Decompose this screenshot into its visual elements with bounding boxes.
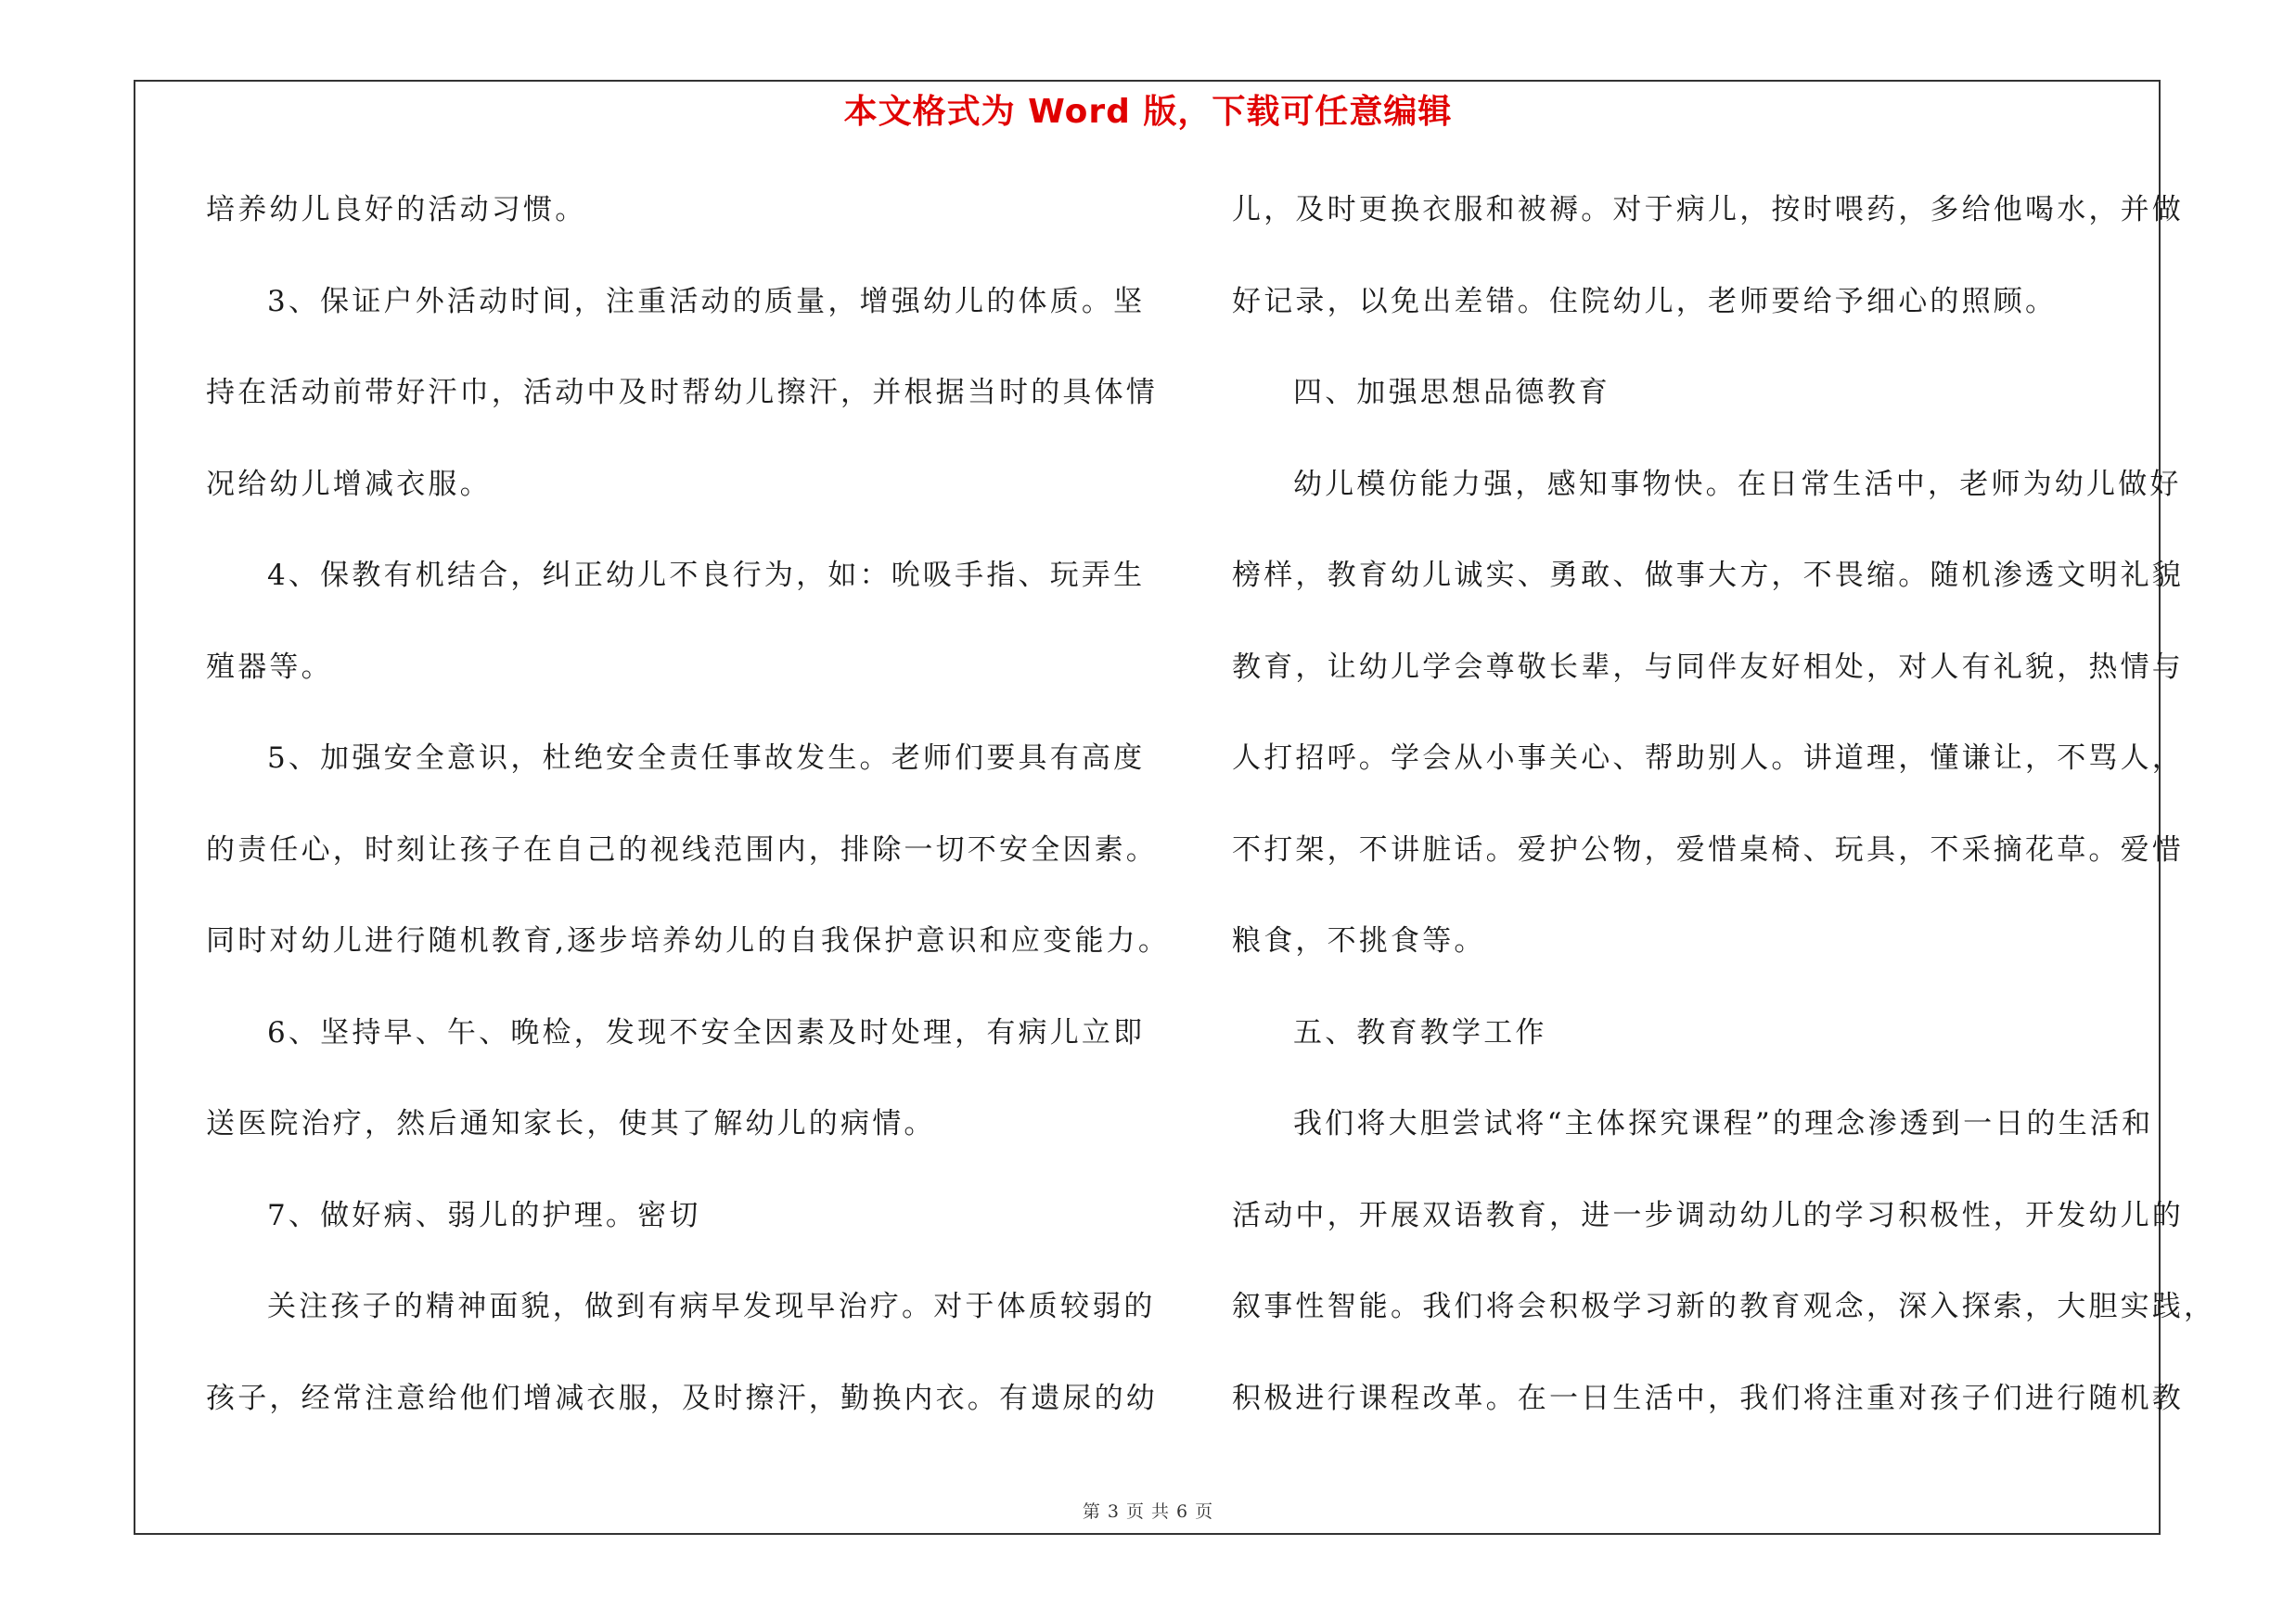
text-line: 培养幼儿良好的活动习惯。	[206, 193, 587, 226]
text-line: 况给幼儿增减衣服。	[206, 467, 492, 501]
text-line: 3、保证户外活动时间，注重活动的质量，增强幼儿的体质。坚	[267, 284, 1146, 318]
text-line: 我们将大胆尝试将“主体探究课程”的理念渗透到一日的生活和	[1293, 1107, 2154, 1140]
right-column	[1232, 182, 2216, 1462]
text-line: 活动中，开展双语教育，进一步调动幼儿的学习积极性，开发幼儿的	[1232, 1198, 2184, 1232]
text-line: 积极进行课程改革。在一日生活中，我们将注重对孩子们进行随机教	[1232, 1381, 2184, 1415]
text-line: 榜样，教育幼儿诚实、勇敢、做事大方，不畏缩。随机渗透文明礼貌	[1232, 559, 2184, 592]
text-line: 持在活动前带好汗巾，活动中及时帮幼儿擦汗，并根据当时的具体情	[206, 376, 1158, 409]
text-line: 幼儿模仿能力强，感知事物快。在日常生活中，老师为幼儿做好	[1293, 467, 2182, 501]
text-line: 教育，让幼儿学会尊敬长辈，与同伴友好相处，对人有礼貌，热情与	[1232, 650, 2184, 684]
text-line: 孩子，经常注意给他们增减衣服，及时擦汗，勤换内衣。有遗尿的幼	[206, 1381, 1158, 1415]
text-line: 关注孩子的精神面貌，做到有病早发现早治疗。对于体质较弱的	[267, 1290, 1156, 1323]
format-banner: 本文格式为 Word 版，下载可任意编辑	[843, 93, 1453, 131]
page-footer: 第 3 页 共 6 页	[1082, 1501, 1214, 1522]
text-line: 四、加强思想品德教育	[1293, 376, 1610, 409]
text-line: 送医院治疗，然后通知家长，使其了解幼儿的病情。	[206, 1107, 936, 1140]
text-line: 儿，及时更换衣服和被褥。对于病儿，按时喂药，多给他喝水，并做	[1232, 193, 2184, 226]
text-line: 7、做好病、弱儿的护理。密切	[267, 1198, 701, 1232]
text-line: 同时对幼儿进行随机教育,逐步培养幼儿的自我保护意识和应变能力。	[206, 924, 1171, 958]
text-line: 好记录，以免出差错。住院幼儿，老师要给予细心的照顾。	[1232, 284, 2058, 318]
text-line: 叙事性智能。我们将会积极学习新的教育观念，深入探索，大胆实践，	[1232, 1290, 2216, 1323]
text-line: 的责任心，时刻让孩子在自己的视线范围内，排除一切不安全因素。	[206, 832, 1158, 867]
text-line: 5、加强安全意识，杜绝安全责任事故发生。老师们要具有高度	[267, 741, 1146, 775]
text-line: 4、保教有机结合，纠正幼儿不良行为，如：吮吸手指、玩弄生	[267, 559, 1146, 592]
text-line: 人打招呼。学会从小事关心、帮助别人。讲道理，懂谦让，不骂人，	[1232, 741, 2184, 775]
text-line: 6、坚持早、午、晚检，发现不安全因素及时处理，有病儿立即	[267, 1015, 1146, 1050]
text-line: 五、教育教学工作	[1293, 1015, 1547, 1050]
text-line: 不打架，不讲脏话。爱护公物，爱惜桌椅、玩具，不采摘花草。爱惜	[1232, 832, 2184, 867]
text-line: 粮食，不挑食等。	[1232, 924, 1486, 958]
left-column	[206, 182, 1171, 1462]
text-line: 殖器等。	[206, 650, 333, 684]
